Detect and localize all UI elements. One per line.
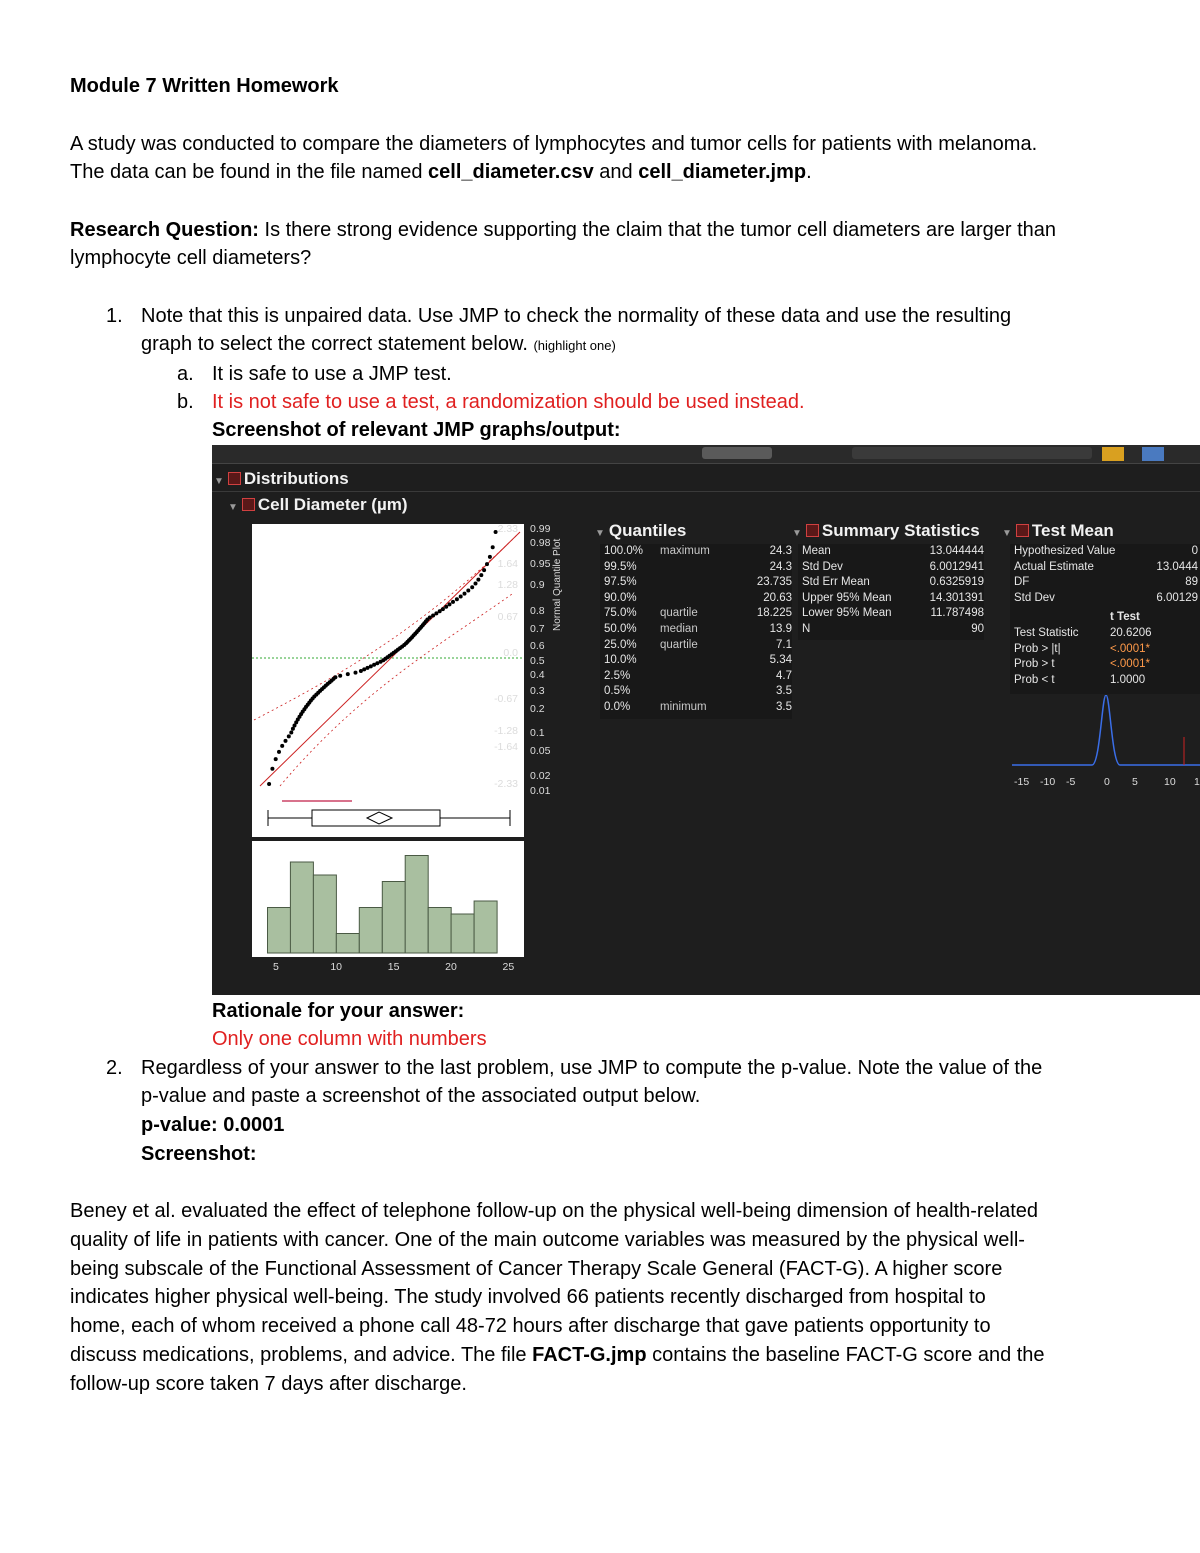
variable-header[interactable]: ▼ Cell Diameter (µm) [228, 495, 408, 514]
t-density-curve [1012, 695, 1200, 765]
summary-label: Upper 95% Mean [802, 591, 892, 604]
research-question-label: Research Question: [70, 219, 259, 241]
quantiles-table [600, 544, 792, 719]
quantile-pct: 50.0% [604, 623, 637, 635]
quantile-point [287, 734, 291, 738]
quantile-value: 7.1 [776, 638, 792, 651]
ttest-label: Test Statistic [1014, 627, 1079, 639]
nq-right-tick: 0.95 [530, 558, 551, 570]
nq-right-tick: 0.4 [530, 669, 545, 681]
histogram-bar [336, 934, 359, 954]
quantile-label: minimum [660, 701, 707, 713]
nq-right-tick: 0.8 [530, 605, 545, 617]
summary-statistics-header[interactable]: ▼ Summary Statistics [792, 521, 980, 540]
quantile-pct: 2.5% [604, 669, 631, 682]
option-b-text: It is not safe to use a test, a randomization should be used instead. [212, 391, 805, 413]
p-value: p-value: 0.0001 [141, 1114, 285, 1136]
quantile-label: quartile [660, 638, 698, 651]
test-mean-value: 0 [1191, 545, 1198, 557]
hist-x-tick: 25 [502, 961, 515, 973]
p3-line-5: home, each of whom received a phone call 48-72 hours after discharge that gave patients opportunity to [70, 1315, 991, 1337]
t-plot-x-tick: 5 [1132, 776, 1138, 788]
quantile-point [346, 672, 350, 676]
p3-line-7: follow-up score taken 7 days after discharge. [70, 1373, 467, 1395]
red-triangle-menu-icon[interactable] [1016, 524, 1029, 537]
quantile-value: 3.5 [776, 685, 792, 698]
summary-value: 14.301391 [929, 591, 984, 604]
summary-label: Std Dev [802, 560, 843, 573]
nq-right-tick: 0.3 [530, 685, 545, 697]
p3-line-2: quality of life in patients with cancer. One of the main outcome variables was measured by the physical well- [70, 1229, 1025, 1251]
red-triangle-menu-icon[interactable] [228, 472, 241, 485]
t-plot-x-tick: 1 [1194, 776, 1200, 788]
file-jmp: cell_diameter.jmp [638, 161, 807, 183]
disclosure-icon[interactable]: ▼ [595, 528, 605, 539]
ttest-label: Prob > |t| [1014, 642, 1061, 655]
quantiles-header[interactable]: ▼ Quantiles [595, 521, 687, 540]
disclosure-icon[interactable]: ▼ [228, 502, 238, 513]
nq-right-tick: 0.01 [530, 785, 551, 797]
nq-left-tick: -1.64 [494, 741, 518, 753]
intro-line-2: The data can be found in the file named cell_diameter.csv and cell_diameter.jmp. [70, 161, 812, 183]
quantile-point [451, 600, 455, 604]
nq-right-tick: 0.9 [530, 579, 545, 591]
histogram-bar [405, 856, 428, 954]
test-mean-label: Actual Estimate [1014, 560, 1094, 573]
quantile-pct: 97.5% [604, 576, 637, 589]
disclosure-icon[interactable]: ▼ [214, 476, 224, 487]
histogram-bar [313, 875, 336, 953]
screenshot-label: Screenshot of relevant JMP graphs/output: [212, 419, 621, 441]
histogram-bar [474, 901, 497, 953]
q1-hint: (highlight one) [533, 338, 616, 353]
nq-left-tick: 1.64 [497, 558, 518, 570]
red-triangle-menu-icon[interactable] [806, 524, 819, 537]
quantile-value: 3.5 [776, 701, 792, 713]
t-distribution-plot [1012, 695, 1200, 775]
quantile-pct: 0.0% [604, 701, 631, 713]
nq-right-tick: 0.1 [530, 727, 545, 739]
quantile-point [270, 767, 274, 771]
quantile-pct: 25.0% [604, 638, 637, 651]
quantile-point [267, 782, 271, 786]
p3-line-3: being subscale of the Functional Assessment of Cancer Therapy Scale General (FACT-G). A higher score [70, 1258, 1003, 1280]
quantile-pct: 0.5% [604, 685, 631, 698]
nq-left-tick: -1.28 [494, 725, 518, 737]
option-b-label: b. [177, 391, 194, 413]
ttest-label: Prob < t [1014, 673, 1055, 686]
quantile-value: 23.735 [756, 576, 792, 589]
distributions-header[interactable]: ▼ Distributions [214, 469, 349, 488]
file-csv: cell_diameter.csv [428, 161, 594, 183]
test-mean-table [1010, 544, 1200, 694]
quantile-point [333, 675, 337, 679]
p3-line-4: indicates higher physical well-being. The study involved 66 patients recently discharged from hospital to [70, 1286, 986, 1308]
t-plot-x-tick: -5 [1066, 776, 1076, 788]
summary-label: Mean [802, 545, 831, 557]
q1-number: 1. [106, 305, 123, 327]
quantile-pct: 10.0% [604, 654, 637, 667]
test-mean-value: 13.0444 [1156, 560, 1198, 573]
histogram-bar [382, 882, 405, 954]
summary-value: 13.044444 [929, 545, 984, 557]
test-mean-label: DF [1014, 576, 1030, 589]
disclosure-icon[interactable]: ▼ [792, 528, 802, 539]
quantile-point [476, 578, 480, 582]
quantile-point [354, 671, 358, 675]
red-triangle-menu-icon[interactable] [242, 498, 255, 511]
ttest-value: <.0001* [1110, 658, 1150, 671]
histogram-bar [451, 914, 474, 953]
quantile-pct: 90.0% [604, 591, 637, 604]
nq-left-tick: 0.0 [503, 647, 518, 659]
quantile-point [474, 582, 478, 586]
quantile-point [277, 750, 281, 754]
hist-x-tick: 10 [330, 961, 343, 973]
t-plot-x-tick: 10 [1164, 776, 1176, 788]
summary-value: 6.0012941 [929, 560, 984, 573]
nq-right-tick: 0.5 [530, 655, 545, 667]
nq-right-tick: 0.6 [530, 640, 545, 652]
quantile-point [455, 597, 459, 601]
research-question-line-1: Research Question: Is there strong evidence supporting the claim that the tumor cell diameters are larger than [70, 219, 1057, 241]
quantile-point [470, 585, 474, 589]
quantile-point [466, 589, 470, 593]
rationale-text: Only one column with numbers [212, 1028, 487, 1050]
nq-right-tick: 0.2 [530, 703, 545, 715]
summary-label: Lower 95% Mean [802, 607, 892, 620]
disclosure-icon[interactable]: ▼ [1002, 528, 1012, 539]
q2-number: 2. [106, 1057, 123, 1079]
quantile-point [479, 573, 483, 577]
p3-line-1: Beney et al. evaluated the effect of telephone follow-up on the physical well-being dimension of health-related [70, 1200, 1039, 1222]
quantile-pct: 75.0% [604, 607, 637, 620]
t-plot-x-tick: -15 [1014, 776, 1030, 788]
nq-right-tick: 0.05 [530, 745, 551, 757]
test-mean-value: 89 [1185, 576, 1198, 589]
quantile-value: 20.63 [763, 591, 792, 604]
p3-line-6: discuss medications, problems, and advice. The file FACT-G.jmp contains the baseline FACT-G score and the [70, 1344, 1045, 1366]
quantile-label: maximum [660, 545, 710, 557]
nq-left-tick: -0.67 [494, 693, 518, 705]
hist-x-tick: 5 [272, 961, 279, 973]
quantile-point [274, 757, 278, 761]
jmp-toolbar [212, 445, 1200, 464]
q2-line-2: p-value and paste a screenshot of the associated output below. [141, 1085, 701, 1107]
t-test-title: t Test [1110, 611, 1140, 623]
ttest-label: Prob > t [1014, 658, 1055, 671]
quantile-value: 18.225 [756, 607, 792, 620]
quantile-value: 5.34 [769, 654, 792, 667]
histogram-bar [359, 908, 382, 954]
test-mean-label: Hypothesized Value [1014, 545, 1116, 557]
quantile-point [448, 602, 452, 606]
jmp-screenshot [212, 445, 1200, 995]
quantile-point [463, 592, 467, 596]
quantile-label: quartile [660, 607, 698, 620]
t-plot-x-tick: 0 [1104, 776, 1110, 788]
ttest-value: <.0001* [1110, 642, 1150, 655]
fact-g-file: FACT-G.jmp [532, 1344, 647, 1366]
summary-value: 0.6325919 [929, 576, 984, 589]
page-title: Module 7 Written Homework [70, 75, 339, 97]
summary-value: 90 [971, 623, 984, 635]
quantile-point [431, 614, 435, 618]
quantile-value: 4.7 [776, 669, 792, 682]
quantile-pct: 99.5% [604, 560, 637, 573]
quantile-point [338, 674, 342, 678]
quantile-label: median [660, 623, 698, 635]
nq-left-tick: -2.33 [494, 778, 518, 790]
quantile-point [441, 607, 445, 611]
ttest-value: 1.0000 [1110, 673, 1146, 686]
summary-statistics-table [798, 544, 984, 640]
q1-line-1: Note that this is unpaired data. Use JMP to check the normality of these data and use the resulting [141, 305, 1012, 327]
quantile-point [491, 545, 495, 549]
nq-right-tick: 0.99 [530, 523, 551, 535]
test-mean-header[interactable]: ▼ Test Mean [1002, 521, 1114, 540]
nq-left-tick: 0.67 [497, 611, 518, 623]
histogram [252, 841, 524, 957]
hist-x-tick: 20 [445, 961, 457, 973]
test-mean-value: 6.00129 [1156, 591, 1198, 604]
test-mean-label: Std Dev [1014, 591, 1055, 604]
quantile-point [280, 744, 284, 748]
quantile-value: 13.9 [769, 623, 792, 635]
summary-label: N [802, 623, 811, 635]
q1-line-2: graph to select the correct statement below. (highlight one) [141, 333, 616, 355]
hist-x-tick: 15 [387, 961, 400, 973]
nq-axis-title: Normal Quantile Plot [552, 538, 563, 632]
rationale-label: Rationale for your answer: [212, 1000, 465, 1022]
quantile-pct: 100.0% [604, 545, 644, 557]
nq-left-tick: 2.33 [497, 523, 518, 535]
intro-line-1: A study was conducted to compare the diameters of lymphocytes and tumor cells for patients with melanoma. [70, 133, 1038, 155]
outlier-box-plot [252, 797, 524, 837]
quantile-value: 24.3 [769, 560, 792, 573]
quantile-point [289, 731, 293, 735]
summary-label: Std Err Mean [802, 576, 870, 589]
nq-right-tick: 0.02 [530, 770, 551, 782]
option-a-label: a. [177, 363, 194, 385]
histogram-bar [428, 908, 451, 954]
summary-value: 11.787498 [930, 607, 984, 620]
quantile-point [444, 605, 448, 609]
histogram-bar [290, 862, 313, 953]
quantile-point [284, 739, 288, 743]
option-a-text: It is safe to use a JMP test. [212, 363, 452, 385]
nq-left-tick: 1.28 [497, 579, 518, 591]
screenshot-2-label: Screenshot: [141, 1143, 257, 1165]
nq-right-tick: 0.98 [530, 537, 551, 549]
research-question-line-2: lymphocyte cell diameters? [70, 247, 312, 269]
quantile-value: 24.3 [769, 545, 792, 557]
quantile-point [434, 611, 438, 615]
q2-line-1: Regardless of your answer to the last problem, use JMP to compute the p-value. Note the value of the [141, 1057, 1043, 1079]
quantile-point [459, 595, 463, 599]
t-plot-x-tick: -10 [1040, 776, 1056, 788]
histogram-bar [268, 908, 291, 954]
ttest-value: 20.6206 [1110, 627, 1152, 639]
nq-right-tick: 0.7 [530, 623, 545, 635]
